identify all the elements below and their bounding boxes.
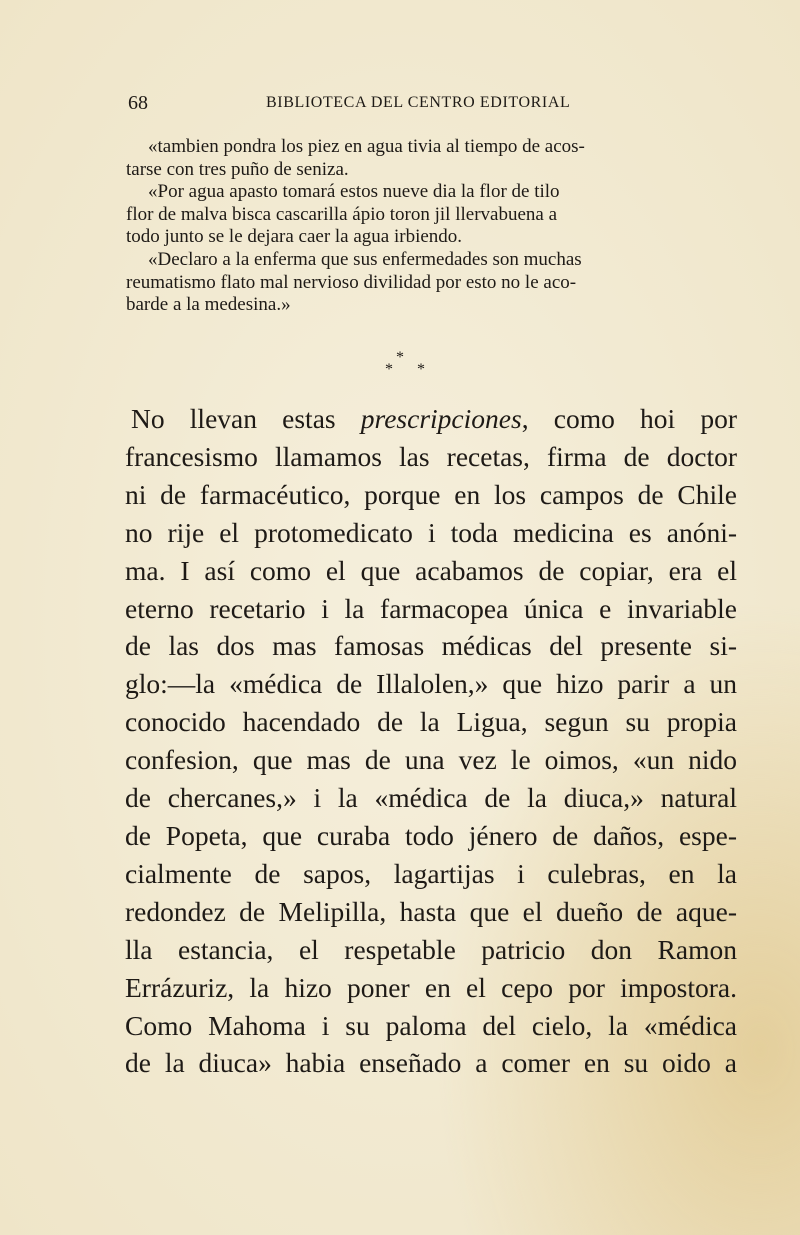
text-line: Como Mahoma i su paloma del cielo, la «médica [125, 1009, 737, 1041]
quoted-prescription [126, 136, 734, 317]
text-line: de Popeta, que curaba todo jénero de daños, espe- [125, 819, 737, 851]
italic-word: prescripciones [360, 403, 522, 434]
text-line: tarse con tres puño de seniza. [126, 158, 349, 180]
text-line: conocido hacendado de la Ligua, segun su propia [125, 706, 737, 738]
text-line: eterno recetario i la farmacopea única e invariable [125, 592, 737, 624]
page-number: 68 [128, 92, 148, 114]
text-line: redondez de Melipilla, hasta que el dueño de aque- [125, 895, 737, 927]
text-line: no rije el protomedicato i toda medicina es anóni- [125, 516, 737, 548]
asterism-bottom: * * [385, 361, 435, 378]
text-line: francesismo llamamos las recetas, firma de doctor [125, 440, 737, 472]
text-line: de las dos mas famosas médicas del presente si- [125, 630, 737, 662]
text-line: «Por agua apasto tomará estos nueve dia la flor de tilo [148, 181, 560, 203]
text-line: lla estancia, el respetable patricio don Ramon [125, 933, 737, 965]
text-line: de chercanes,» i la «médica de la diuca,» natural [125, 782, 737, 814]
text-line: confesion, que mas de una vez le oimos, «un nido [125, 744, 737, 776]
text-line: cialmente de sapos, lagartijas i culebras, en la [125, 857, 737, 889]
text-line: de la diuca» habia enseñado a comer en su oido a [125, 1047, 737, 1079]
text-line: ma. I así como el que acabamos de copiar, era el [125, 554, 737, 586]
page-header [128, 92, 726, 118]
text-line: barde a la medesina.» [126, 294, 291, 316]
text-line: No llevan estas prescripciones, como hoi por [131, 403, 737, 434]
main-paragraph [125, 400, 737, 1082]
text-line: glo:—la «médica de Illalolen,» que hizo parir a un [125, 668, 737, 700]
quoted-paragraph [126, 136, 734, 181]
text-line: reumatismo flato mal nervioso divilidad por esto no le aco- [126, 271, 577, 293]
asterism-top: * [396, 349, 404, 366]
quoted-paragraph [126, 249, 734, 317]
text-line: «tambien pondra los piez en agua tivia al tiempo de acos- [148, 136, 585, 157]
text-line: ni de farmacéutico, porque en los campos de Chile [125, 478, 737, 510]
text-line: flor de malva bisca cascarilla ápio toron jil llervabuena a [126, 203, 558, 225]
text-line: «Declaro a la enferma que sus enfermedades son muchas [148, 248, 582, 270]
quoted-paragraph [126, 181, 734, 249]
running-title: BIBLIOTECA DEL CENTRO EDITORIAL [266, 94, 571, 111]
text-line: Errázuriz, la hizo poner en el cepo por impostora. [125, 971, 737, 1003]
text-line: todo junto se le dejara caer la agua irbiendo. [126, 226, 463, 248]
